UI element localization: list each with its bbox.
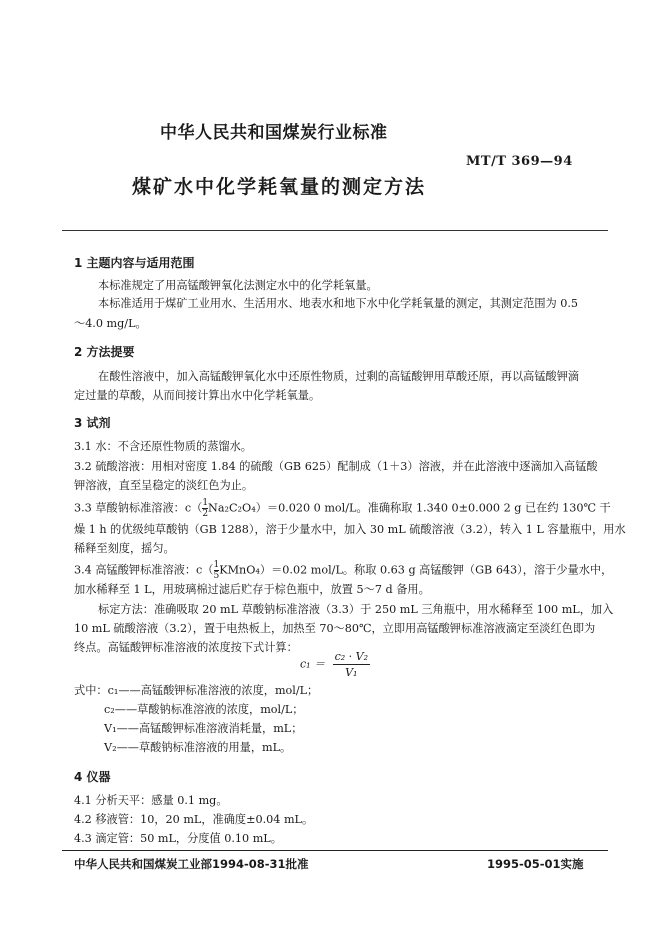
implementation-date: 1995-05-01实施	[487, 857, 584, 871]
fraction-numerator: 1	[202, 498, 209, 508]
calibration-line-3: 终点。高锰酸钾标准溶液的浓度按下式计算：	[74, 641, 298, 654]
item-3-4-line-2: 加水稀释至 1 L，用玻璃棉过滤后贮存于棕色瓶中，放置 5～7 d 备用。	[74, 583, 430, 596]
document-title: 煤矿水中化学耗氧量的测定方法	[132, 176, 427, 198]
item-4-2: 4.2 移液管：10，20 mL，准确度±0.04 mL。	[74, 813, 314, 826]
item-3-2-line-2: 钾溶液，直至呈稳定的淡红色为止。	[74, 479, 254, 492]
item-3-4-prefix: 3.4 高锰酸钾标准溶液：c（	[74, 563, 214, 577]
calibration-line-1: 标定方法：准确吸取 20 mL 草酸钠标准溶液（3.3）于 250 mL 三角瓶中，用水稀释至 100 mL，加入	[98, 603, 614, 616]
item-3-1: 3.1 水：不含还原性物质的蒸馏水。	[74, 440, 252, 453]
fraction-denominator: 5	[213, 571, 220, 581]
section-1-heading: 1 主题内容与适用范围	[74, 256, 195, 270]
issuing-organization: 中华人民共和国煤炭行业标准	[160, 123, 388, 143]
fraction-denominator: 2	[202, 509, 209, 519]
formula-denominator: V₁	[345, 666, 358, 679]
footer-divider	[62, 850, 608, 851]
section-2-para-line-2: 定过量的草酸，从而间接计算出水中化学耗氧量。	[74, 389, 321, 402]
formula-numerator: c₂ · V₂	[334, 650, 368, 663]
item-3-3-suffix: Na₂C₂O₄）＝0.020 0 mol/L。准确称取 1.340 0±0.000 2 g 已在约 130℃ 干	[208, 501, 611, 515]
where-v1: V₁——高锰酸钾标准溶液消耗量，mL；	[104, 722, 303, 735]
item-3-3-prefix: 3.3 草酸钠标准溶液：c（	[74, 501, 203, 515]
formula-lhs: c₁ ＝	[300, 657, 326, 671]
fraction-numerator: 1	[213, 560, 220, 570]
item-3-2-line-1: 3.2 硫酸溶液：用相对密度 1.84 的硫酸（GB 625）配制成（1＋3）溶液，并在此溶液中逐滴加入高锰酸	[74, 460, 598, 473]
where-c2: c₂——草酸钠标准溶液的浓度，mol/L；	[104, 703, 304, 716]
section-1-para-2-line-1: 本标准适用于煤矿工业用水、生活用水、地表水和地下水中化学耗氧量的测定，其测定范围为 0.5	[98, 297, 579, 310]
formula-fraction	[333, 650, 370, 679]
where-v2: V₂——草酸钠标准溶液的用量，mL。	[104, 741, 292, 754]
standard-code: MT/T 369—94	[466, 154, 573, 169]
item-3-4-suffix: KMnO₄）＝0.02 mol/L。称取 0.63 g 高锰酸钾（GB 643），溶于少量水中，	[219, 563, 613, 577]
where-c1: 式中：c₁——高锰酸钾标准溶液的浓度，mol/L；	[74, 684, 319, 697]
header-divider	[62, 230, 608, 231]
section-2-heading: 2 方法提要	[74, 345, 135, 359]
item-3-3-line-3: 稀释至刻度，摇匀。	[74, 542, 175, 555]
item-3-4-line-1	[74, 560, 612, 581]
calibration-line-2: 10 mL 硫酸溶液（3.2），置于电热板上，加热至 70～80℃，立即用高锰酸钾标准溶液滴定至淡红色即为	[74, 622, 596, 635]
concentration-formula	[300, 650, 370, 679]
item-3-3-line-1	[74, 498, 611, 519]
section-4-heading: 4 仪器	[74, 770, 111, 784]
section-3-heading: 3 试剂	[74, 416, 111, 430]
item-3-3-line-2: 燥 1 h 的优级纯草酸钠（GB 1288），溶于少量水中，加入 30 mL 硫酸溶液（3.2），转入 1 L 容量瓶中，用水	[74, 523, 626, 536]
section-1-para-1: 本标准规定了用高锰酸钾氧化法测定水中的化学耗氧量。	[98, 279, 378, 292]
section-2-para-line-1: 在酸性溶液中，加入高锰酸钾氧化水中还原性物质，过剩的高锰酸钾用草酸还原，再以高锰酸钾滴	[98, 370, 580, 383]
section-1-para-2-line-2: ～4.0 mg/L。	[74, 317, 147, 330]
approval-note: 中华人民共和国煤炭工业部1994-08-31批准	[74, 857, 309, 871]
item-4-1: 4.1 分析天平：感量 0.1 mg。	[74, 794, 228, 807]
item-4-3: 4.3 滴定管：50 mL，分度值 0.10 mL。	[74, 832, 282, 845]
